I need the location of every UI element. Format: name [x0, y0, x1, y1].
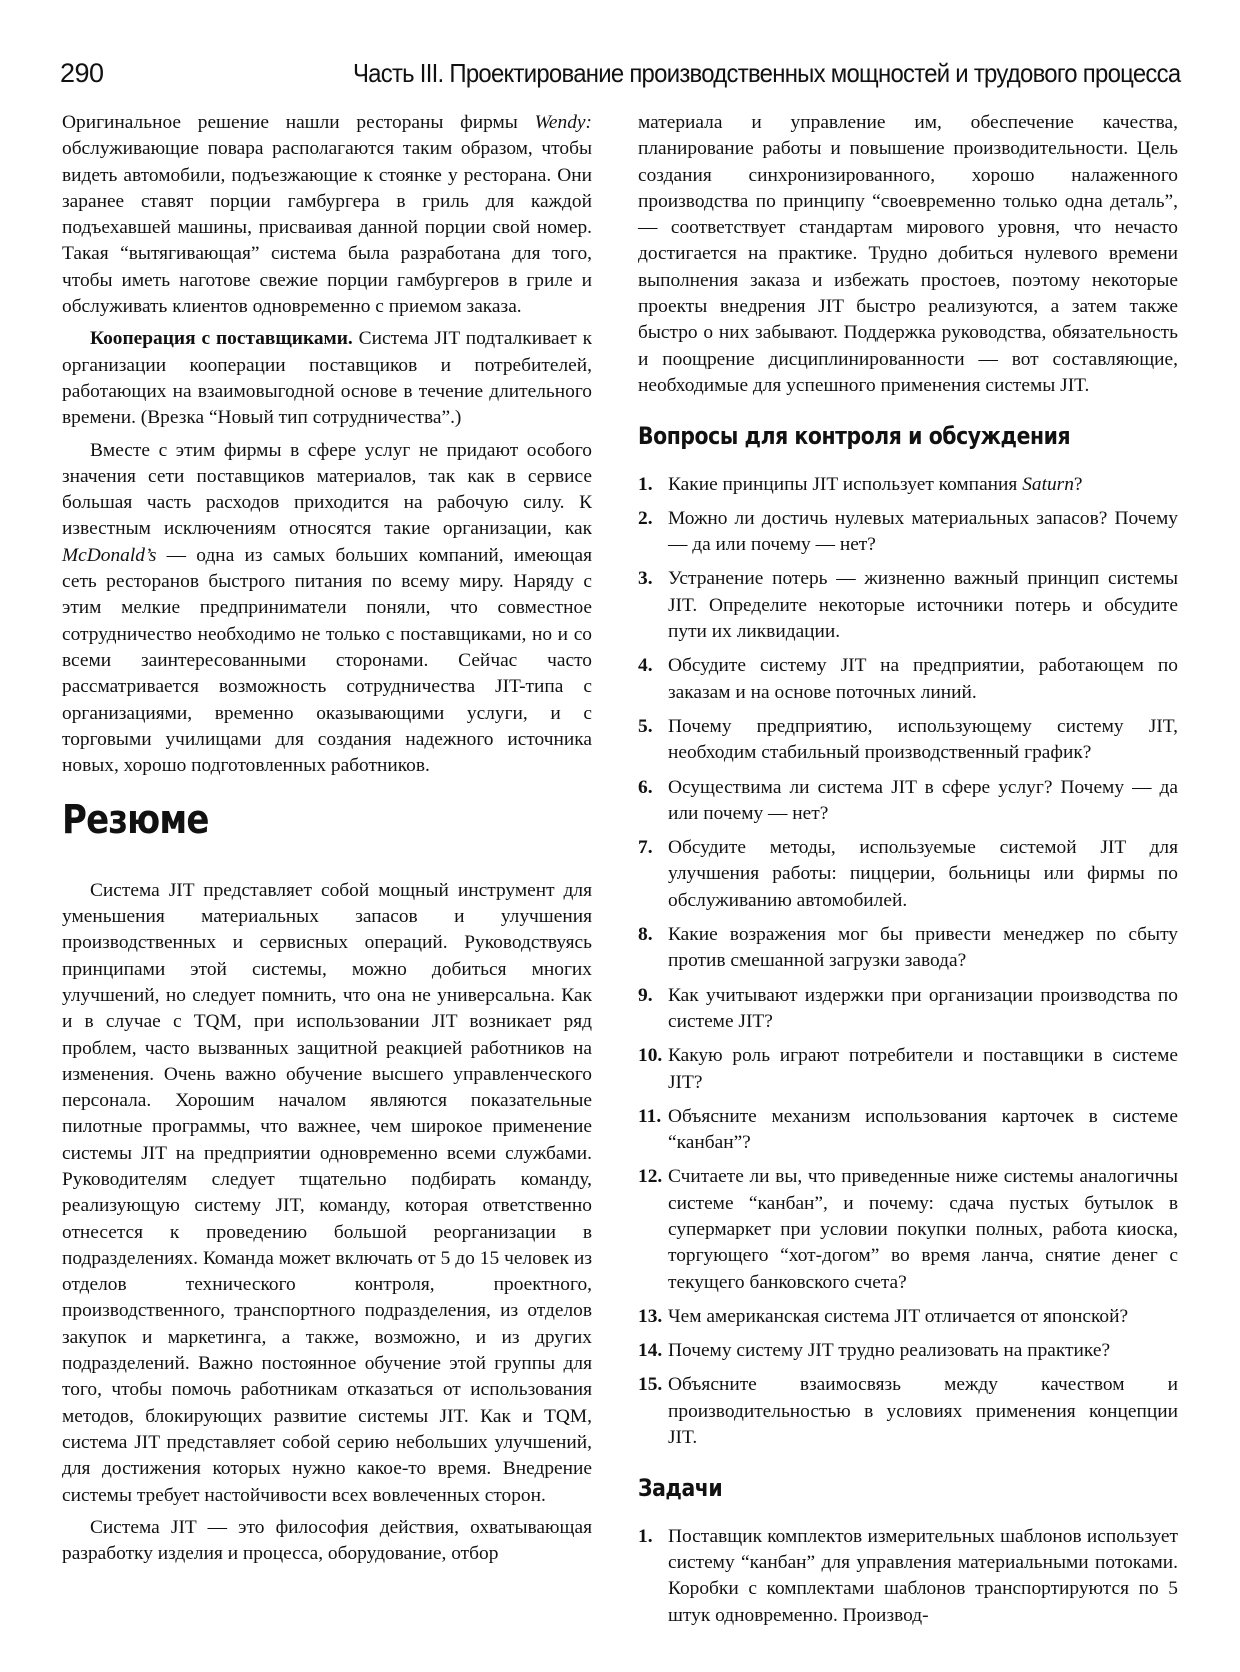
item-number: 1.: [638, 473, 653, 495]
item-number: 2.: [638, 507, 653, 529]
left-column: [62, 110, 592, 1567]
item-number: 1.: [638, 1525, 653, 1547]
item-text: Какие принципы JIT использует компания: [668, 473, 1023, 495]
company-name-wendy: Wendy:: [534, 112, 592, 133]
runin-heading: Кооперация с поставщиками.: [90, 328, 353, 350]
company-name-mcdonalds: McDonald’s: [62, 544, 157, 566]
item-text: Как учитывают издержки при организации производства по системе JIT?: [668, 984, 1178, 1032]
item-number: 12.: [638, 1166, 663, 1188]
item-text: Обсудите методы, используемые системой JIT для улучшения работы: пиццерии, больницы или фирмы по обслуживанию автомобилей.: [668, 837, 1178, 911]
item-text: Какую роль играют потребители и поставщики в системе JIT?: [668, 1045, 1178, 1093]
item-number: 14.: [638, 1340, 663, 1362]
text-span: Система JIT подталкивает к организации кооперации поставщиков и потребителей, работающих на взаимовыгодной основе в течение длительного времени. (Врезка “Новый тип сотрудничества”.): [62, 328, 592, 429]
item-number: 6.: [638, 776, 653, 798]
company-name: Saturn: [1022, 473, 1074, 495]
item-number: 11.: [638, 1105, 662, 1127]
question-item: [638, 1338, 1178, 1364]
item-text: Объясните механизм использования карточек в системе “канбан”?: [668, 1105, 1178, 1154]
item-text: Считаете ли вы, что приведенные ниже системы аналогичны системе “канбан”, и почему: сдача пустых бутылок в супермаркет при условии покупки полных, работа киоска, торгующего “хот-догом” во время ланча, снятие денег с текущего банковского счета?: [668, 1166, 1178, 1293]
item-text: Обсудите систему JIT на предприятии, работающем по заказам и на основе поточных линий.: [668, 655, 1178, 703]
paragraph-cooperation: [62, 326, 592, 431]
paragraph-continuation: материала и управление им, обеспечение качества, планирование работы и повышение производительности. Цель создания синхронизированного, хорошо налаженного производства по принципу “своевременно только одна деталь”, — соответствует стандартам мирового уровня, что нечасто достигается на практике. Трудно добиться нулевого времени выполнения заказа и избежать простоев, поэтому некоторые проекты внедрения JIT быстро реализуются, а затем также быстро о них забывают. Поддержка руководства, обязательность и поощрение дисциплинированности — вот составляющие, необходимые для успешного применения системы JIT.: [638, 112, 1178, 396]
running-head: Часть III. Проектирование производственных мощностей и трудового процесса: [352, 58, 1180, 88]
problems-heading: Задачи: [638, 1474, 723, 1503]
item-number: 9.: [638, 984, 653, 1006]
paragraph-wendy: [62, 110, 592, 320]
item-text: Почему предприятию, использующему систему JIT, необходим стабильный производственный график?: [668, 715, 1178, 764]
question-item: [638, 922, 1178, 975]
question-item: [638, 775, 1178, 828]
question-item: [638, 1304, 1178, 1330]
item-number: 8.: [638, 924, 653, 946]
item-text: Можно ли достичь нулевых материальных запасов? Почему — да или почему — нет?: [668, 507, 1178, 556]
item-number: 3.: [638, 568, 653, 590]
question-item: [638, 1043, 1178, 1096]
summary-paragraph-1: Система JIT представляет собой мощный инструмент для уменьшения материальных запасов и улучшения производственных и сервисных операций. Руководствуясь принципами этой системы, можно добиться многих улучшений, но следует помнить, что она не универсальна. Как и в случае с TQM, при использовании JIT возникает ряд проблем, часто вызванных защитной реакцией работников на изменения. Очень важно обучение высшего управленческого персонала. Хорошим началом являются показательные пилотные программы, что важнее, чем широкое применение системы JIT на предприятии одновременно всеми службами. Руководителям следует тщательно подбирать команду, реализующую систему JIT, команду, которая ответственно отнесется к проведению большой реорганизации в подразделениях. Команда может включать от 5 до 15 человек из отделов технического контроля, проектного, производственного, транспортного подразделения, из отделов закупок и маркетинга, а также, возможно, и из других подразделений. Важно постоянное обучение этой группы для того, чтобы помочь работникам отказаться от использования методов, блокирующих развитие системы JIT. Как и TQM, система JIT представляет собой серию небольших улучшений, для достижения которых нужно какое-то время. Внедрение системы требует настойчивости всех вовлеченных сторон.: [62, 879, 592, 1506]
item-text: Осуществима ли система JIT в сфере услуг? Почему — да или почему — нет?: [668, 776, 1178, 824]
question-item: [638, 835, 1178, 914]
question-item: [638, 1372, 1178, 1451]
questions-list: [638, 472, 1178, 1452]
question-item: [638, 506, 1178, 559]
item-number: 13.: [638, 1305, 663, 1327]
text-span: — одна из самых больших компаний, имеющая сеть ресторанов быстрого питания по всему миру. Наряду с этим мелкие предприниматели поняли, что совместное сотрудничество необходимо не только с поставщиками, но и со всеми заинтересованными сторонами. Сейчас часто рассматривается возможность сотрудничества JIT-типа с организациями, временно оказывающими услуги, и с торговыми училищами для создания надежного источника новых, хорошо подготовленных работников.: [62, 544, 592, 777]
summary-heading: Резюме: [62, 797, 209, 844]
page-header: [60, 52, 1180, 92]
item-number: 4.: [638, 655, 653, 677]
text-span: Вместе с этим фирмы в сфере услуг не придают особого значения сети поставщиков материалов, так как в сервисе большая часть расходов приходится на рабочую силу. К известным исключениям относятся такие организации, как: [62, 439, 592, 540]
item-number: 5.: [638, 715, 653, 737]
question-item: [638, 653, 1178, 706]
item-number: 10.: [638, 1045, 663, 1067]
text-span: обслуживающие повара располагаются таким образом, чтобы видеть автомобили, подъезжающие к стоянке у ресторана. Они заранее ставят порции гамбургера в гриль для каждой подъехавшей машины, присваивая данной порции свой номер. Такая “вытягивающая” система была разработана для того, чтобы иметь наготове свежие порции гамбургеров в гриле и обслуживать клиентов одновременно с приемом заказа.: [62, 138, 592, 318]
questions-heading: Вопросы для контроля и обсуждения: [638, 422, 1071, 451]
text-span: Оригинальное решение нашли рестораны фирмы: [62, 112, 535, 133]
item-text: Объясните взаимосвязь между качеством и производительностью в условиях применения концепции JIT.: [668, 1374, 1178, 1449]
item-text: Поставщик комплектов измерительных шаблонов использует систему “канбан” для управления материальными потоками. Коробки с комплектами шаблонов транспортируются по 5 штук одновременно. Производ-: [668, 1525, 1178, 1626]
item-number: 7.: [638, 837, 653, 859]
item-text: Устранение потерь — жизненно важный принцип системы JIT. Определите некоторые источники потерь и обсудите пути их ликвидации.: [668, 568, 1178, 643]
question-item: [638, 1164, 1178, 1295]
question-item: [638, 983, 1178, 1036]
item-text: ?: [1073, 473, 1083, 495]
item-text: Какие возражения мог бы привести менеджер по сбыту против смешанной загрузки завода?: [668, 924, 1178, 972]
item-text: Почему систему JIT трудно реализовать на практике?: [668, 1340, 1111, 1362]
problems-list: [638, 1524, 1178, 1629]
right-column: [638, 110, 1178, 1637]
question-item: [638, 1104, 1178, 1157]
problem-item: [638, 1524, 1178, 1629]
question-item: [638, 566, 1178, 645]
item-number: 15.: [638, 1374, 663, 1396]
item-text: Чем американская система JIT отличается от японской?: [668, 1305, 1129, 1327]
question-item: [638, 714, 1178, 767]
summary-paragraph-2: Система JIT — это философия действия, охватывающая разработку изделия и процесса, оборудование, отбор: [62, 1516, 592, 1565]
paragraph-services: [62, 438, 592, 780]
question-item: [638, 472, 1178, 498]
page-number: 290: [60, 58, 104, 88]
